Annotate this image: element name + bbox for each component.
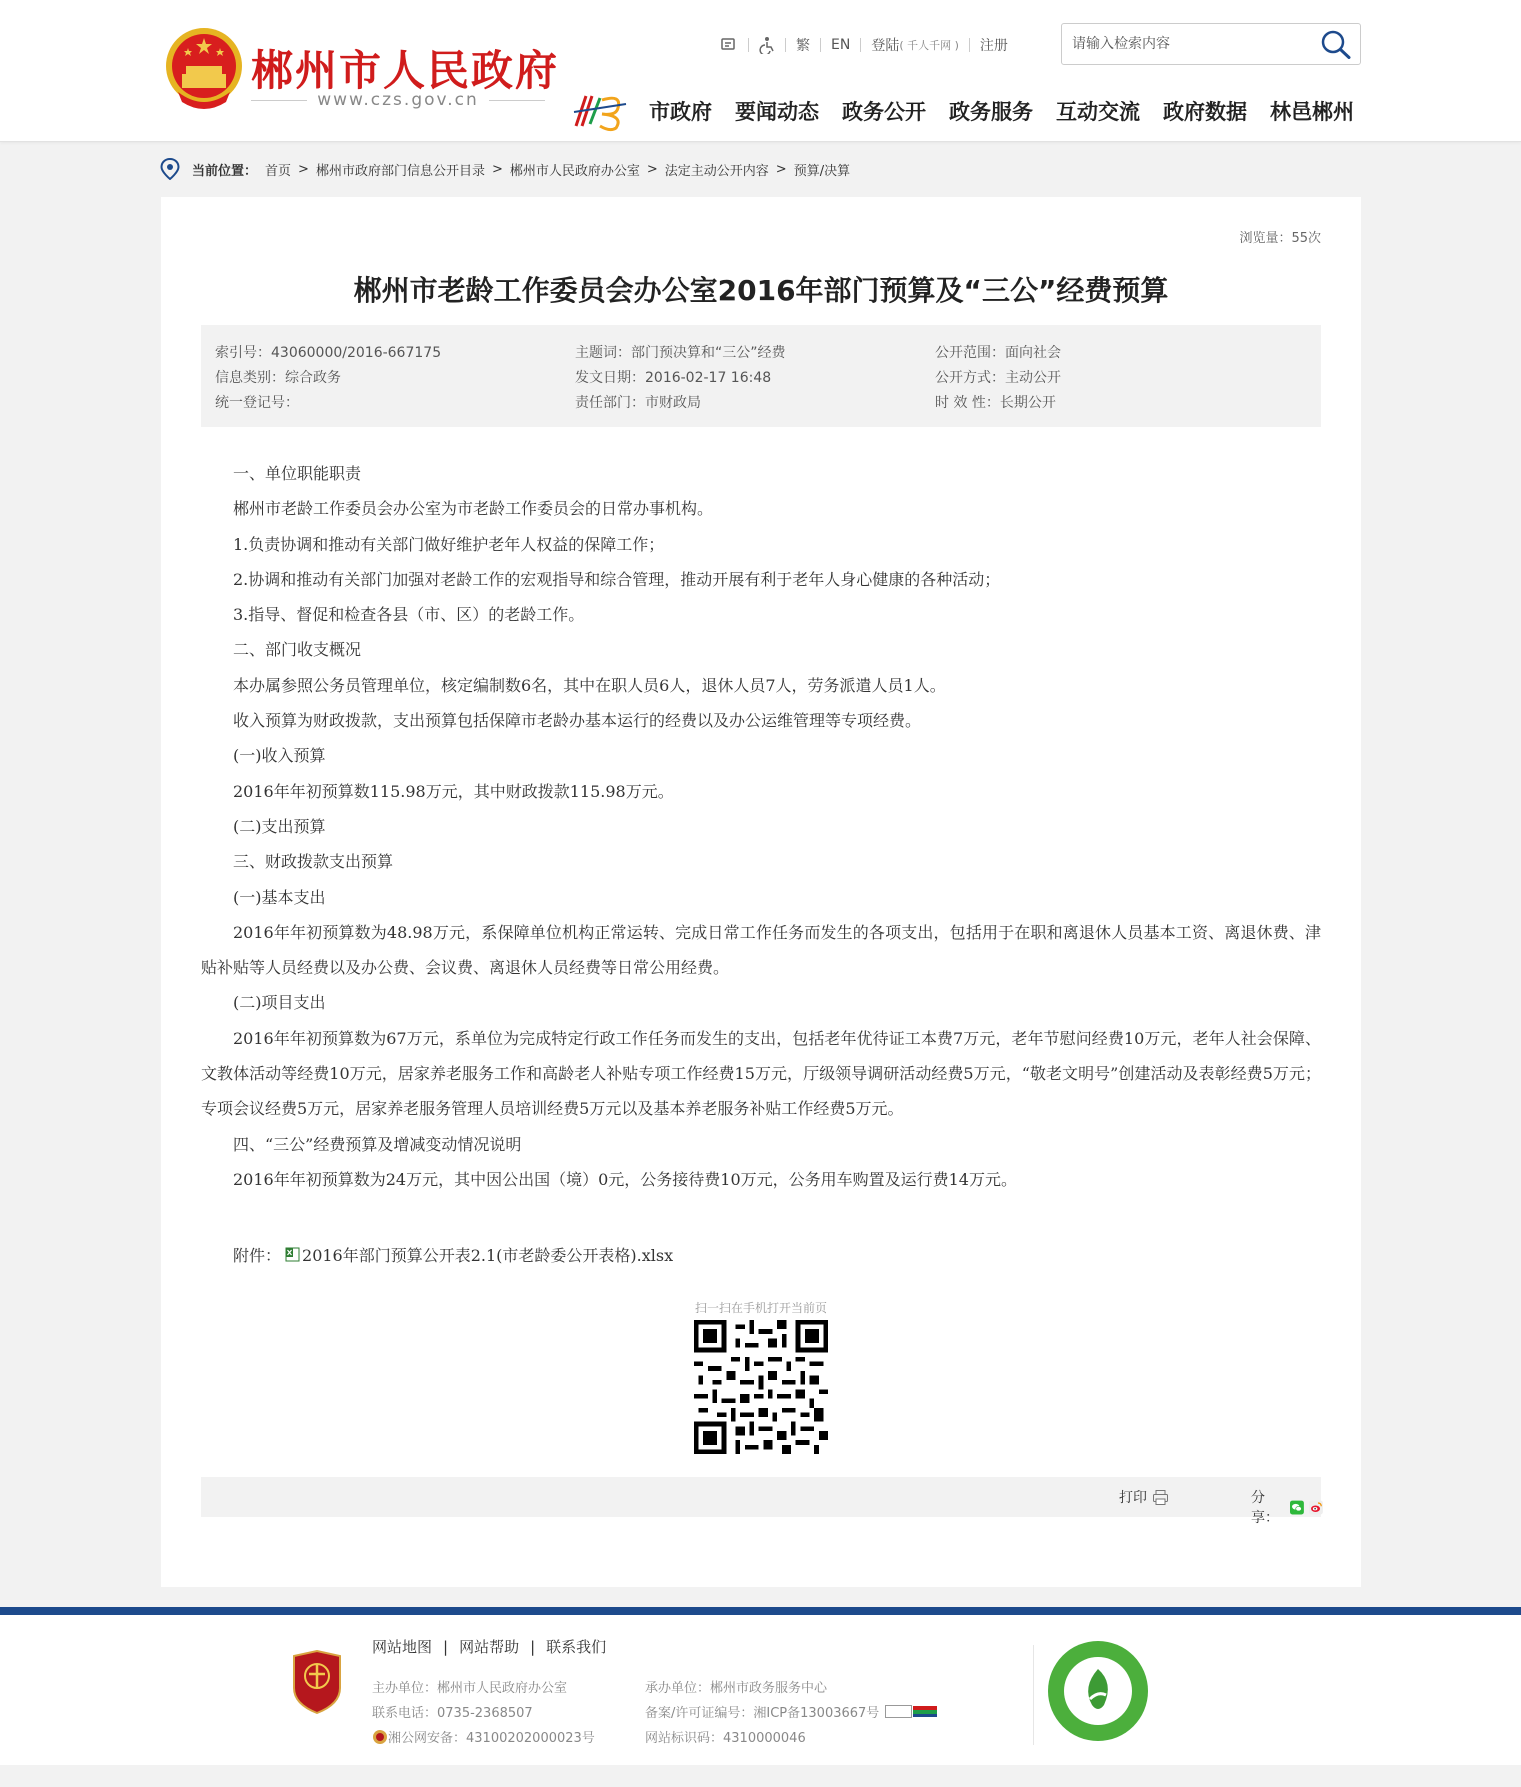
body-paragraph: 收入预算为财政拨款，支出预算包括保障市老龄办基本运行的经费以及办公运维管理等专项经费。 bbox=[233, 711, 922, 731]
english-link[interactable]: EN bbox=[831, 37, 851, 53]
meta-register-no: 统一登记号： bbox=[215, 395, 299, 411]
attachment-label: 附件： bbox=[233, 1246, 282, 1265]
body-paragraph: (一)基本支出 bbox=[233, 887, 326, 907]
body-paragraph: (二)项目支出 bbox=[233, 993, 326, 1013]
location-pin-icon bbox=[160, 158, 180, 180]
body-paragraph: 郴州市老龄工作委员会办公室为市老龄工作委员会的日常办事机构。 bbox=[233, 499, 714, 519]
footer-links: 网站地图 | 网站帮助 | 联系我们 bbox=[372, 1637, 607, 1656]
meta-method: 公开方式：主动公开 bbox=[935, 370, 1061, 386]
metadata-box bbox=[201, 325, 1321, 427]
login-sub-text: ( 千人千网 ) bbox=[899, 39, 959, 52]
meta-publish-date: 发文日期：2016-02-17 16:48 bbox=[575, 370, 772, 386]
nav-item-interaction[interactable]: 互动交流 bbox=[1056, 100, 1140, 124]
body-paragraph: 2016年年初预算数为48.98万元，系保障单位机构正常运转、完成日常工作任务而发生的各项支出，包括用于在职和离退休人员基本工资、离退休费、津贴补贴等人员经费以及办公费、会议费、离退休人员经费等日常公用经费。 bbox=[201, 922, 1321, 978]
register-link[interactable]: 注册 bbox=[979, 38, 1008, 54]
nav-item-gov-data[interactable]: 政府数据 bbox=[1163, 100, 1247, 124]
weibo-icon[interactable] bbox=[1309, 1499, 1323, 1516]
meta-scope: 公开范围：面向社会 bbox=[935, 345, 1061, 361]
body-paragraph: 2016年年初预算数115.98万元，其中财政拨款115.98万元。 bbox=[233, 781, 674, 801]
nav-item-government[interactable]: 市政府 bbox=[649, 100, 712, 124]
party-government-badge-icon[interactable] bbox=[290, 1650, 344, 1714]
breadcrumb bbox=[160, 157, 850, 181]
footer-vertical-divider bbox=[1033, 1645, 1034, 1745]
qr-code-icon bbox=[694, 1320, 828, 1454]
meta-validity: 时 效 性：长期公开 bbox=[935, 395, 1056, 411]
body-paragraph: 二、部门收支概况 bbox=[233, 640, 362, 660]
body-paragraph: 1.负责协调和推动有关部门做好维护老年人权益的保障工作； bbox=[233, 534, 665, 554]
nav-item-linyi-chenzhou[interactable]: 林邑郴州 bbox=[1270, 100, 1354, 124]
attachment-link[interactable]: 2016年部门预算公开表2.1(市老龄委公开表格).xlsx bbox=[302, 1246, 674, 1265]
bottom-strip bbox=[0, 1765, 1521, 1787]
search-input[interactable] bbox=[1062, 24, 1312, 64]
accessibility-reader-icon[interactable] bbox=[720, 37, 738, 53]
article-title: 郴州市老龄工作委员会办公室2016年部门预算及“三公”经费预算 bbox=[353, 274, 1169, 307]
footer-link-contact[interactable]: 联系我们 bbox=[546, 1638, 607, 1656]
qr-caption: 扫一扫在手机打开当前页 bbox=[694, 1301, 827, 1315]
footer-phone: 联系电话：0735-2368507 bbox=[372, 1706, 533, 1721]
body-paragraph: (二)支出预算 bbox=[233, 816, 326, 836]
body-paragraph: 三、财政拨款支出预算 bbox=[233, 852, 394, 872]
attachment-row bbox=[233, 1243, 673, 1266]
body-paragraph: 2016年年初预算数为24万元，其中因公出国（境）0元，公务接待费10万元，公务用车购置及运行费14万元。 bbox=[233, 1169, 1017, 1189]
footer-link-help[interactable]: 网站帮助 bbox=[459, 1638, 520, 1656]
civilized-website-badge-icon[interactable] bbox=[1046, 1639, 1150, 1743]
footer-host: 主办单位：郴州市人民政府办公室 bbox=[372, 1681, 568, 1696]
body-paragraph: 一、单位职能职责 bbox=[233, 464, 362, 483]
traditional-chinese-link[interactable]: 繁 bbox=[796, 38, 810, 54]
national-emblem-icon bbox=[164, 26, 244, 112]
site-url bbox=[251, 88, 545, 112]
search-box bbox=[1061, 23, 1361, 65]
meta-department: 责任部门：市财政局 bbox=[575, 395, 701, 411]
breadcrumb-separator: > bbox=[491, 161, 503, 177]
site-url-text: www.czs.gov.cn bbox=[317, 90, 479, 110]
body-paragraph: 2016年年初预算数为67万元，系单位为完成特定行政工作任务而发生的支出，包括老年优待证工本费7万元，老年节慰问经费10万元，老年人社会保障、文教体活动等经费10万元，居家养老服务工作和高龄老人补贴专项工作经费15万元，厅级领导调研活动经费5万元，“敬老文明号”创建活动及表彰经费5万元；专项会议经费5万元，居家养老服务管理人员培训经费5万元以及基本养老服务补贴工作经费5万元。 bbox=[201, 1028, 1321, 1119]
footer-icp[interactable]: 备案/许可证编号：湘ICP备13003667号 bbox=[645, 1706, 880, 1721]
footer-police-row bbox=[372, 1727, 595, 1746]
view-count: 浏览量：55次 bbox=[1239, 231, 1321, 246]
body-paragraph: 本办属参照公务员管理单位，核定编制数6名，其中在职人员6人，退休人员7人，劳务派遣人员1人。 bbox=[233, 675, 946, 695]
city-logo-icon bbox=[572, 90, 628, 132]
footer-undertaker: 承办单位：郴州市政务服务中心 bbox=[645, 1681, 828, 1696]
nav-item-news[interactable]: 要闻动态 bbox=[735, 100, 819, 124]
article-body bbox=[201, 456, 1321, 1197]
footer-link-sitemap[interactable]: 网站地图 bbox=[372, 1638, 433, 1656]
nav-item-gov-affairs-open[interactable]: 政务公开 bbox=[842, 100, 926, 124]
meta-index-no: 索引号：43060000/2016-667175 bbox=[215, 345, 442, 361]
site-name: 郴州市人民政府 bbox=[251, 46, 560, 95]
breadcrumb-separator: > bbox=[775, 161, 787, 177]
footer-divider bbox=[0, 1607, 1521, 1615]
body-paragraph: 3.指导、督促和检查各县（市、区）的老龄工作。 bbox=[233, 605, 585, 625]
main-nav bbox=[649, 96, 1354, 126]
breadcrumb-office[interactable]: 郴州市人民政府办公室 bbox=[509, 163, 640, 179]
search-icon[interactable] bbox=[1320, 29, 1352, 59]
accessibility-wheelchair-icon[interactable] bbox=[759, 36, 775, 54]
article-panel bbox=[161, 197, 1361, 1587]
footer-icp-row bbox=[645, 1702, 937, 1721]
breadcrumb-label: 当前位置： bbox=[192, 163, 258, 179]
breadcrumb-separator: > bbox=[298, 161, 309, 177]
breadcrumb-catalog[interactable]: 郴州市政府部门信息公开目录 bbox=[315, 163, 485, 179]
share-label: 分享： bbox=[1251, 1490, 1279, 1526]
nav-item-gov-services[interactable]: 政务服务 bbox=[949, 100, 1033, 124]
share-bar bbox=[201, 1477, 1321, 1526]
police-badge-icon bbox=[372, 1729, 388, 1745]
meta-subject: 主题词：部门预决算和“三公”经费 bbox=[575, 345, 786, 361]
share-group bbox=[1251, 1487, 1323, 1527]
site-header bbox=[0, 0, 1521, 142]
top-tools bbox=[720, 33, 1008, 57]
breadcrumb-home[interactable]: 首页 bbox=[265, 163, 292, 179]
print-label: 打印 bbox=[1119, 1490, 1147, 1506]
body-paragraph: 四、“三公”经费预算及增减变动情况说明 bbox=[233, 1134, 522, 1154]
breadcrumb-statutory[interactable]: 法定主动公开内容 bbox=[664, 163, 769, 179]
meta-category: 信息类别：综合政务 bbox=[215, 370, 341, 386]
body-paragraph: 2.协调和推动有关部门加强对老龄工作的宏观指导和综合管理，推动开展有利于老年人身心健康的各种活动； bbox=[233, 569, 1001, 589]
wechat-icon[interactable] bbox=[1290, 1499, 1304, 1516]
login-link[interactable]: 登陆 bbox=[871, 38, 900, 54]
site-footer bbox=[0, 1615, 1521, 1765]
cnzz-stat-icon[interactable] bbox=[885, 1705, 937, 1718]
footer-site-code: 网站标识码：4310000046 bbox=[645, 1731, 806, 1746]
breadcrumb-budget[interactable]: 预算/决算 bbox=[793, 163, 851, 179]
body-paragraph: (一)收入预算 bbox=[233, 746, 326, 766]
excel-file-icon bbox=[285, 1247, 300, 1262]
breadcrumb-separator: > bbox=[646, 161, 658, 177]
printer-icon bbox=[1152, 1489, 1169, 1506]
footer-police[interactable]: 湘公网安备：43100202000023号 bbox=[388, 1731, 595, 1746]
print-button[interactable] bbox=[1119, 1487, 1169, 1507]
